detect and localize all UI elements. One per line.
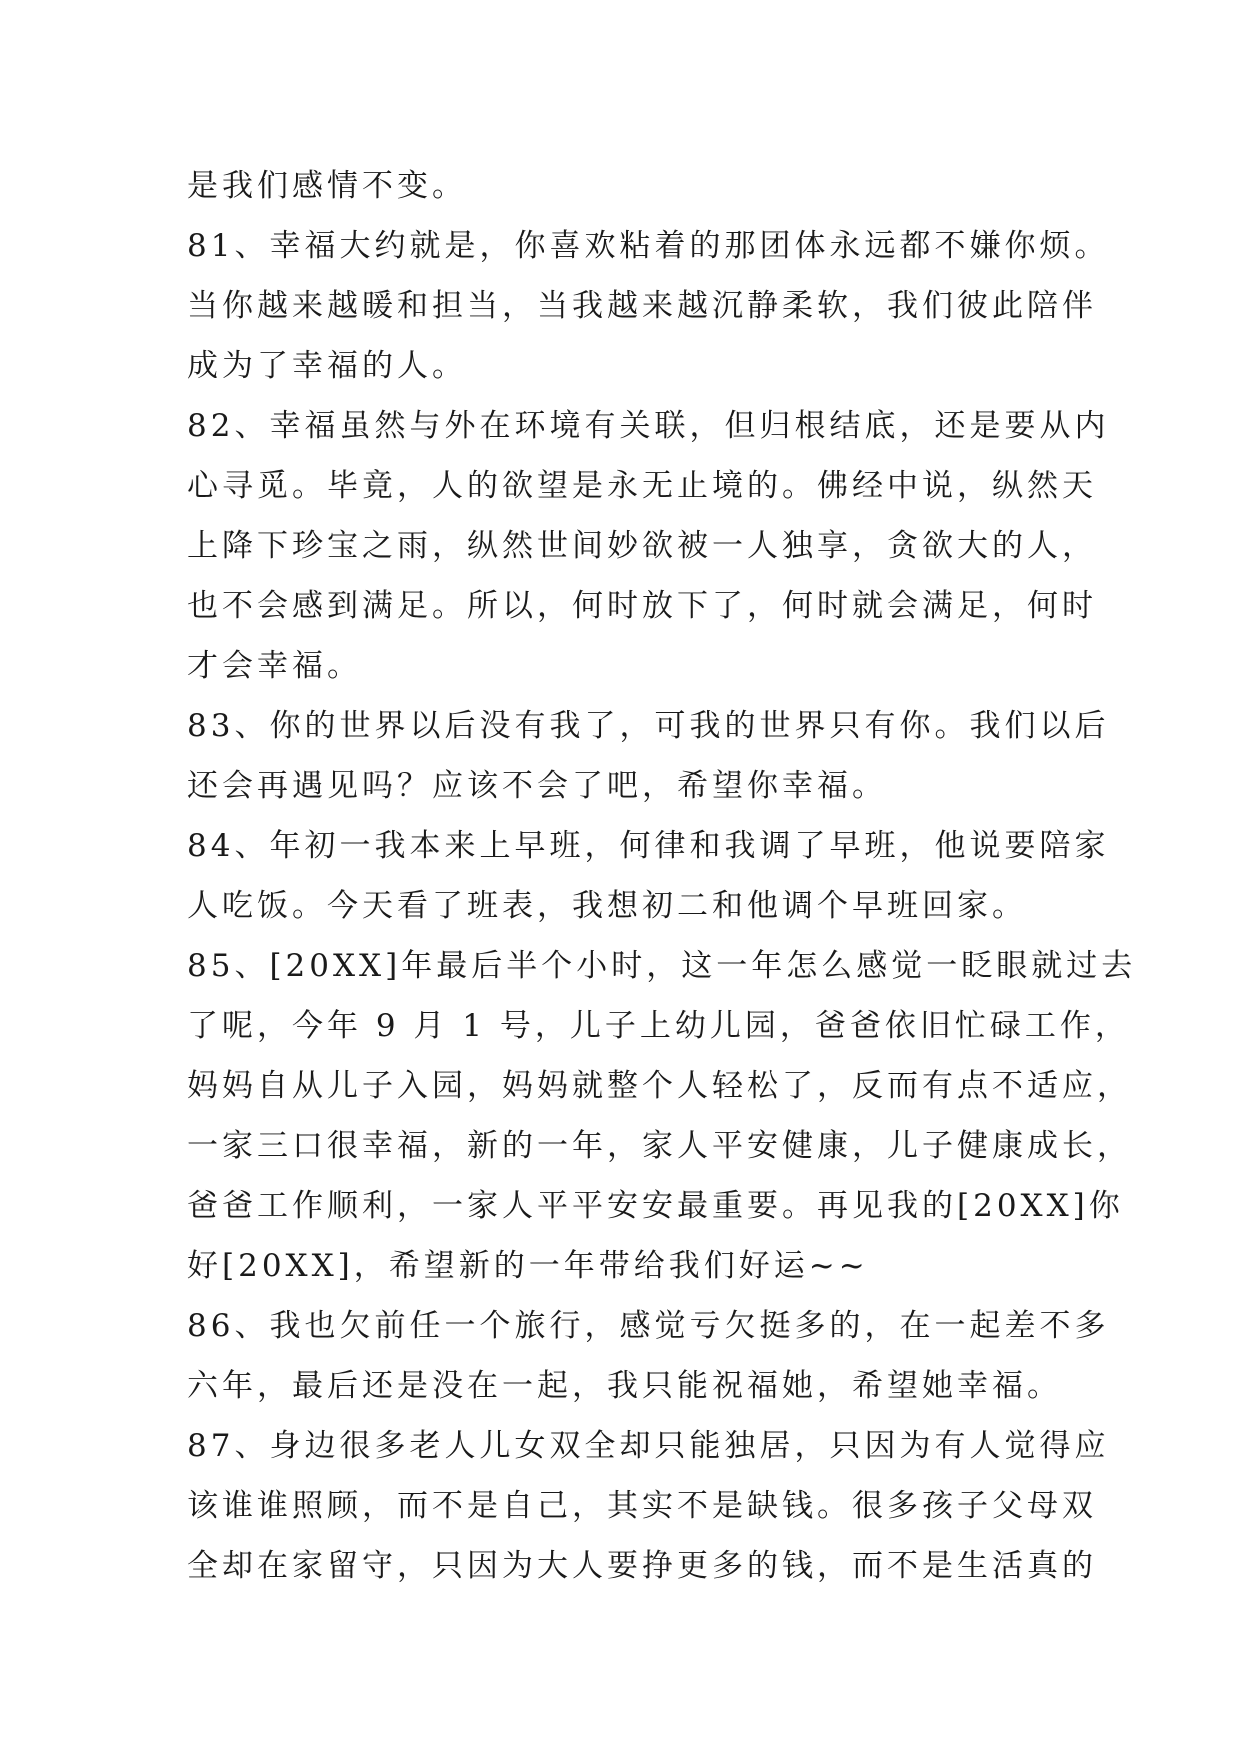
- text-line: 全却在家留守，只因为大人要挣更多的钱，而不是生活真的: [187, 1548, 1097, 1584]
- text-line: 六年，最后还是没在一起，我只能祝福她，希望她幸福。: [187, 1368, 1062, 1404]
- text-line: 爸爸工作顺利，一家人平平安安最重要。再见我的[20XX]你: [187, 1188, 1124, 1224]
- text-line: 还会再遇见吗？应该不会了吧，希望你幸福。: [187, 768, 887, 804]
- text-line: 上降下珍宝之雨，纵然世间妙欲被一人独享，贪欲大的人，: [187, 528, 1097, 564]
- text-line: 85、[20XX]年最后半个小时，这一年怎么感觉一眨眼就过去: [187, 948, 1137, 984]
- text-line: 了呢，今年 9 月 1 号，儿子上幼儿园，爸爸依旧忙碌工作，: [187, 1008, 1130, 1044]
- text-line: 82、幸福虽然与外在环境有关联，但归根结底，还是要从内: [187, 408, 1110, 444]
- text-line: 86、我也欠前任一个旅行，感觉亏欠挺多的，在一起差不多: [187, 1308, 1110, 1344]
- text-line: 是我们感情不变。: [187, 168, 467, 204]
- text-line: 当你越来越暖和担当，当我越来越沉静柔软，我们彼此陪伴: [187, 288, 1097, 324]
- text-line: 好[20XX]，希望新的一年带给我们好运~~: [187, 1248, 869, 1284]
- text-line: 83、你的世界以后没有我了，可我的世界只有你。我们以后: [187, 708, 1110, 744]
- text-line: 该谁谁照顾，而不是自己，其实不是缺钱。很多孩子父母双: [187, 1488, 1097, 1524]
- body-text: [187, 156, 1137, 1596]
- text-line: 一家三口很幸福，新的一年，家人平安健康，儿子健康成长，: [187, 1128, 1132, 1164]
- text-line: 81、幸福大约就是，你喜欢粘着的那团体永远都不嫌你烦。: [187, 228, 1110, 264]
- text-line: 成为了幸福的人。: [187, 348, 467, 384]
- text-line: 人吃饭。今天看了班表，我想初二和他调个早班回家。: [187, 888, 1027, 924]
- text-line: 心寻觅。毕竟，人的欲望是永无止境的。佛经中说，纵然天: [187, 468, 1097, 504]
- text-line: 妈妈自从儿子入园，妈妈就整个人轻松了，反而有点不适应，: [187, 1068, 1132, 1104]
- text-line: 也不会感到满足。所以，何时放下了，何时就会满足，何时: [187, 588, 1097, 624]
- text-line: 84、年初一我本来上早班，何律和我调了早班，他说要陪家: [187, 828, 1110, 864]
- text-line: 87、身边很多老人儿女双全却只能独居，只因为有人觉得应: [187, 1428, 1110, 1464]
- text-line: 才会幸福。: [187, 648, 362, 684]
